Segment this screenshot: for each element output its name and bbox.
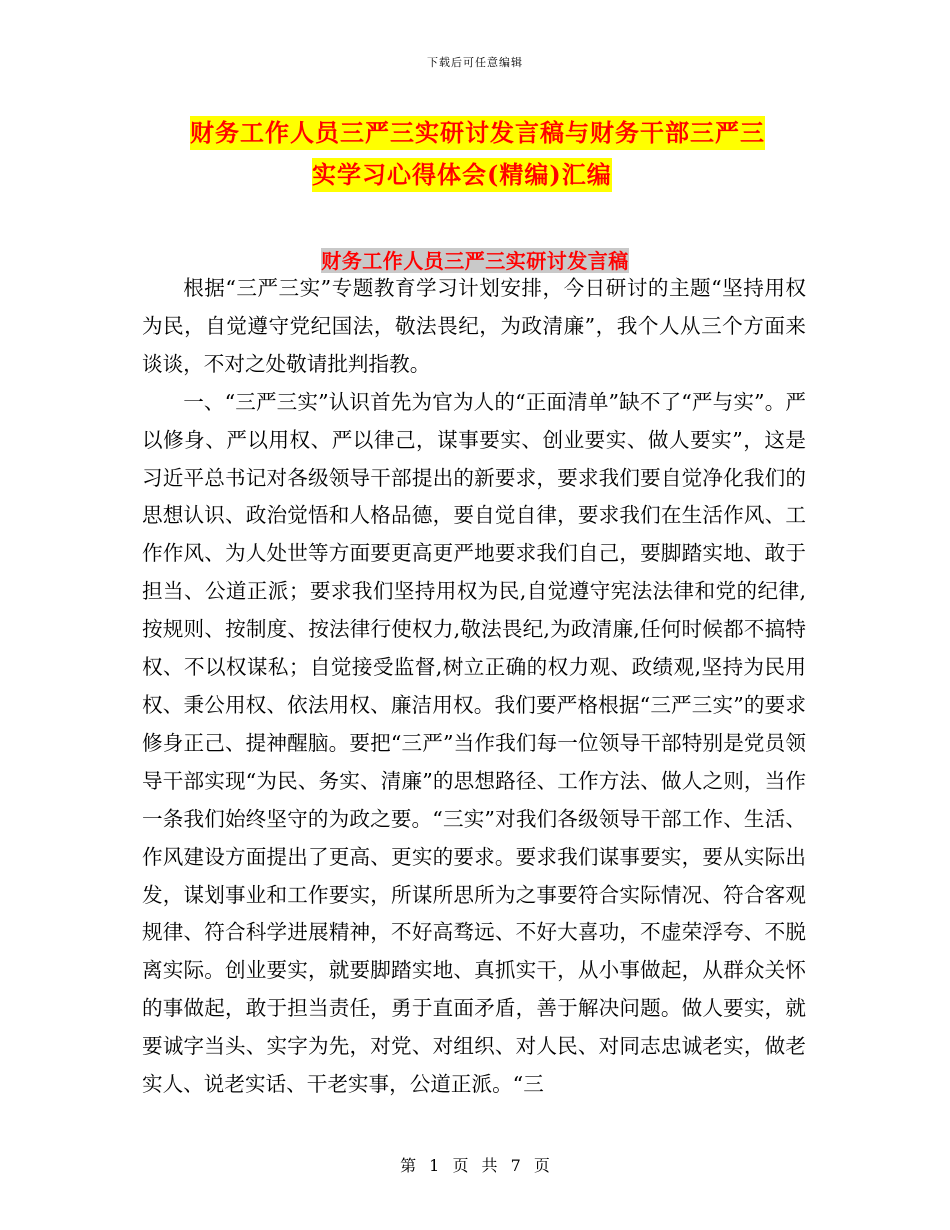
page-header-note: 下载后可任意编辑: [427, 56, 523, 69]
document-title-line-1: 财务工作人员三严三实研讨发言稿与财务干部三严三: [190, 116, 765, 150]
section-heading-text: 财务工作人员三严三实研讨发言稿: [321, 249, 629, 273]
document-title: [190, 112, 830, 196]
document-title-line-2: 实学习心得体会(精编)汇编: [312, 158, 612, 192]
paragraph-intro: 根据“三严三实”专题教育学习计划安排，今日研讨的主题“坚持用权为民，自觉遵守党纪国法，敬法畏纪，为政清廉”，我个人从三个方面来谈谈，不对之处敬请批判指教。: [142, 276, 806, 376]
body-text: [142, 270, 806, 1104]
paragraph-section-one: 一、“三严三实”认识首先为官为人的“正面清单”缺不了“严与实”。严以修身、严以用权、严以律己，谋事要实、创业要实、做人要实”，这是习近平总书记对各级领导干部提出的新要求，要求我们要自觉净化我们的思想认识、政治觉悟和人格品德，要自觉自律，要求我们在生活作风、工作作风、为人处世等方面要更高更严地要求我们自己，要脚踏实地、敢于担当、公道正派；要求我们坚持用权为民,自觉遵守宪法法律和党的纪律,按规则、按制度、按法律行使权力,敬法畏纪,为政清廉,任何时候都不搞特权、不以权谋私；自觉接受监督,树立正确的权力观、政绩观,坚持为民用权、秉公用权、依法用权、廉洁用权。我们要严格根据“三严三实”的要求修身正己、提神醒脑。要把“三严”当作我们每一位领导干部特别是党员领导干部实现“为民、务实、清廉”的思想路径、工作方法、做人之则，当作一条我们始终坚守的为政之要。“三实”对我们各级领导干部工作、生活、作风建设方面提出了更高、更实的要求。要求我们谋事要实，要从实际出发，谋划事业和工作要实，所谋所思所为之事要符合实际情况、符合客观规律、符合科学进展精神，不好高骛远、不好大喜功，不虚荣浮夸、不脱离实际。创业要实，就要脚踏实地、真抓实干，从小事做起，从群众关怀的事做起，敢于担当责任，勇于直面矛盾，善于解决问题。做人要实，就要诚字当头、实字为先，对党、对组织、对人民、对同志忠诚老实，做老实人、说老实话、干老实事，公道正派。“三: [142, 389, 806, 1097]
page-number: 第 1 页 共 7 页: [400, 1156, 550, 1175]
